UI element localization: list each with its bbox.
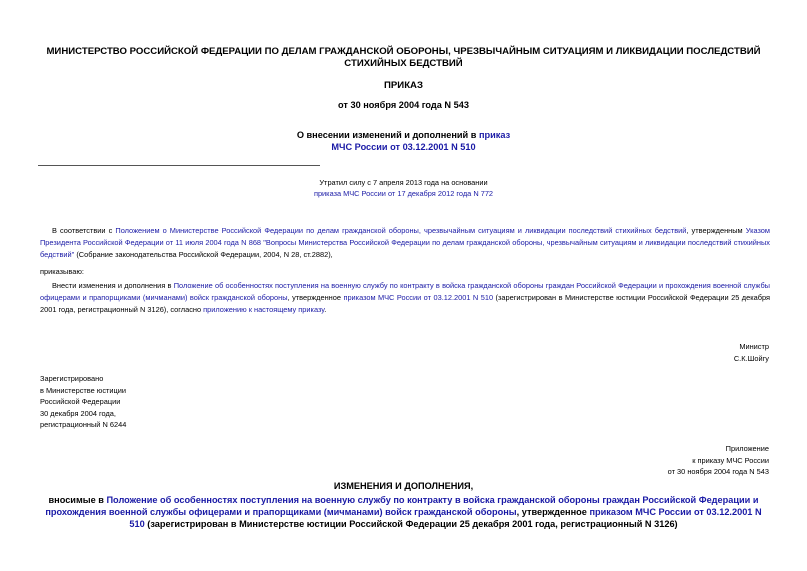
changes-text-1: вносимые в — [48, 495, 107, 505]
p2-text-2: , утвержденное — [287, 293, 344, 302]
subject-link-order[interactable]: приказ — [478, 130, 511, 140]
changes-description — [40, 494, 767, 530]
appendix-line: Приложение — [725, 444, 769, 453]
registration-block — [40, 373, 126, 431]
changes-link-order[interactable]: приказом МЧС России от 03.12.2001 N 510 — [129, 507, 762, 529]
registration-line: Российской Федерации — [40, 397, 121, 406]
subject-prefix: О внесении изменений и дополнений в — [296, 130, 479, 140]
p2-text-1: Внести изменения и дополнения в — [52, 281, 174, 290]
appendix-line: от 30 ноября 2004 года N 543 — [667, 467, 769, 476]
registration-line: регистрационный N 6244 — [40, 420, 127, 429]
signature-name: С.К.Шойгу — [733, 354, 769, 363]
registration-line: в Министерстве юстиции — [40, 385, 127, 395]
p2-text-4: . — [324, 305, 327, 314]
p2-link-regulation[interactable]: Положение об особенностях поступления на военную службу по контракту в войска гражданской обороны граждан Российской Федерации и прохождения военной службы офицерами и прапорщиками (мичманами) войск гражданской обороны — [40, 281, 770, 302]
signature-block — [734, 341, 769, 365]
registration-line: 30 декабря 2004 года, — [40, 408, 116, 418]
appendix-block — [668, 443, 769, 478]
status-note — [200, 177, 607, 199]
changes-text-2: , утвержденное — [516, 507, 590, 517]
subject-link-order-number[interactable]: МЧС России от 03.12.2001 N 510 — [331, 142, 476, 152]
appendix-line: к приказу МЧС России — [692, 455, 769, 465]
p2-link-order[interactable]: приказом МЧС России от 03.12.2001 N 510 — [343, 293, 494, 302]
ministry-heading: МИНИСТЕРСТВО РОССИЙСКОЙ ФЕДЕРАЦИИ ПО ДЕЛАМ ГРАЖДАНСКОЙ ОБОРОНЫ, ЧРЕЗВЫЧАЙНЫМ СИТУАЦИЯМ И ЛИКВИДАЦИИ ПОСЛЕДСТВИЙ СТИХИЙНЫХ БЕДСТВИЙ — [46, 46, 761, 69]
changes-link-regulation[interactable]: Положение об особенностях поступления на военную службу по контракту в войска гражданской обороны граждан Российской Федерации и прохождения военной службы офицерами и прапорщиками (мичманами) войск гражданской обороны — [45, 495, 759, 517]
document-date: от 30 ноября 2004 года N 543 — [338, 100, 469, 110]
registration-line: Зарегистрировано — [40, 374, 104, 383]
p1-text-2: , утвержденным — [686, 226, 746, 235]
p2-text-3: (зарегистрирован в Министерстве юстиции Российской Федерации 25 декабря 2001 года, регистрационный N 3126), согласно — [40, 293, 770, 314]
p1-text-1: В соответствии с — [52, 226, 116, 235]
separator-line — [38, 165, 320, 166]
signature-title: Министр — [739, 342, 769, 351]
paragraph-order — [40, 280, 770, 316]
status-text: Утратил силу с 7 апреля 2013 года на основании — [319, 178, 488, 187]
document-type: ПРИКАЗ — [384, 80, 423, 91]
changes-text-3: (зарегистрирован в Министерстве юстиции Российской Федерации 25 декабря 2001 года, регистрационный N 3126) — [144, 519, 678, 529]
p1-text-3: (Собрание законодательства Российской Федерации, 2004, N 28, ст.2882), — [74, 250, 333, 259]
changes-title: ИЗМЕНЕНИЯ И ДОПОЛНЕНИЯ, — [333, 481, 474, 491]
p1-link-decree[interactable]: Указом Президента Российской Федерации от 11 июля 2004 года N 868 "Вопросы Министерства Российской Федерации по делам гражданской обороны, чрезвычайным ситуациям и ликвидации последствий стихийных бедствий" — [40, 226, 771, 259]
orders-word: приказываю: — [40, 267, 84, 276]
paragraph-basis — [40, 225, 770, 261]
p1-link-regulation[interactable]: Положением о Министерстве Российской Федерации по делам гражданской обороны, чрезвычайным ситуациям и ликвидации последствий стихийных бедствий — [115, 226, 687, 235]
p2-link-appendix[interactable]: приложению к настоящему приказу — [203, 305, 325, 314]
document-subject — [200, 129, 607, 153]
status-link[interactable]: приказа МЧС России от 17 декабря 2012 года N 772 — [313, 189, 494, 198]
